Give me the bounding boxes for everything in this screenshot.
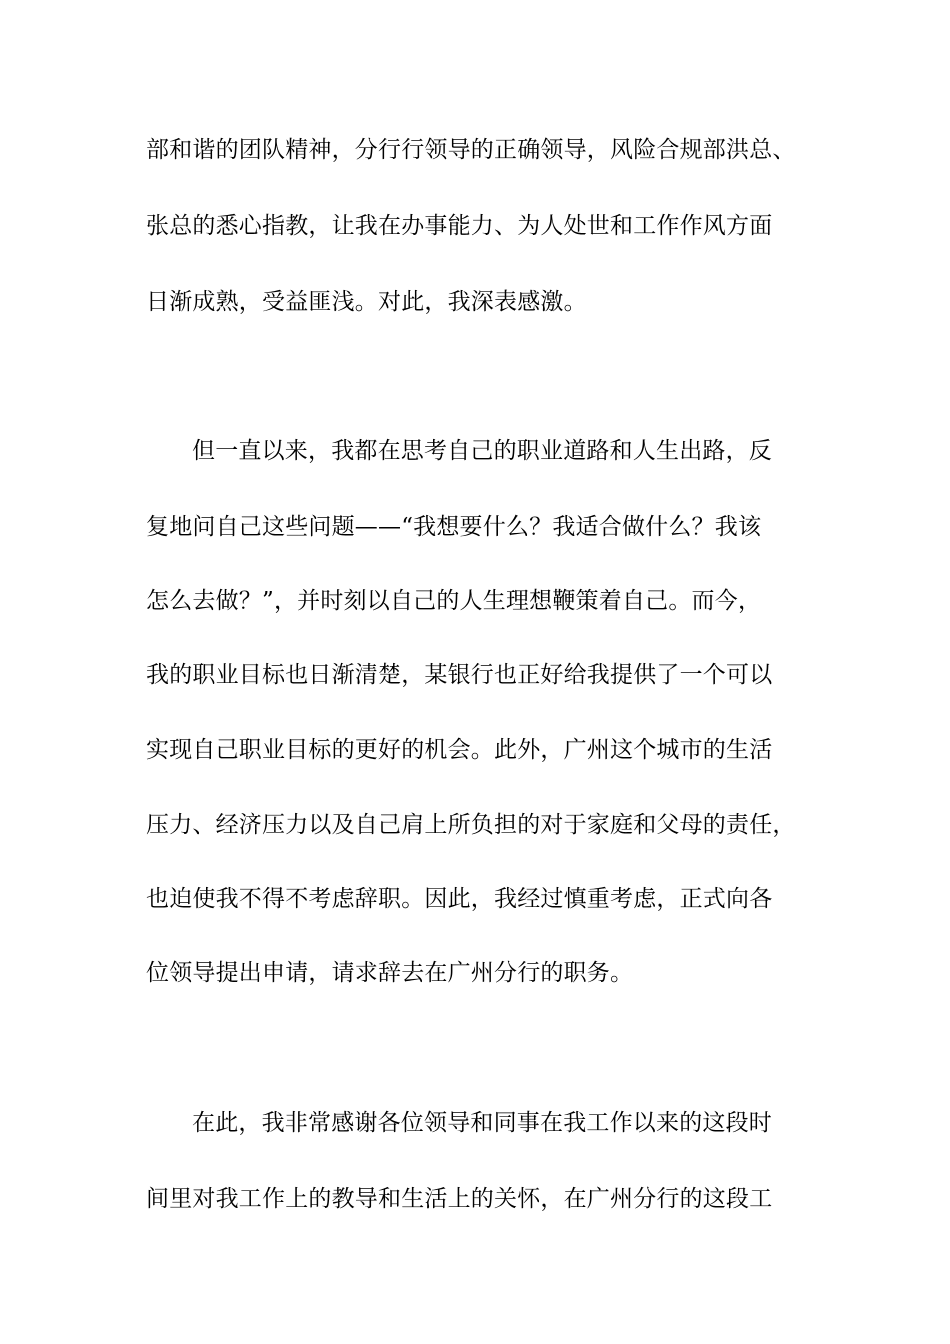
paragraph-3-line-2: 间里对我工作上的教导和生活上的关怀，在广州分行的这段工: [146, 1186, 773, 1212]
paragraph-3-line-1: 在此，我非常感谢各位领导和同事在我工作以来的这段时: [192, 1110, 772, 1136]
paragraph-2-line-5: 实现自己职业目标的更好的机会。此外，广州这个城市的生活: [146, 737, 773, 763]
paragraph-1-line-3: 日渐成熟，受益匪浅。对此，我深表感激。: [146, 289, 587, 315]
paragraph-2-line-1: 但一直以来，我都在思考自己的职业道路和人生出路，反: [192, 438, 772, 464]
paragraph-1-line-2: 张总的悉心指教，让我在办事能力、为人处世和工作作风方面: [146, 213, 773, 239]
paragraph-2-line-4: 我的职业目标也日渐清楚，某银行也正好给我提供了一个可以: [146, 662, 773, 688]
paragraph-2-line-8: 位领导提出申请，请求辞去在广州分行的职务。: [146, 960, 634, 986]
paragraph-1-line-1: 部和谐的团队精神，分行行领导的正确领导，风险合规部洪总、: [146, 137, 796, 163]
paragraph-2-line-3: 怎么去做？”，并时刻以自己的人生理想鞭策着自己。而今，: [146, 588, 762, 614]
paragraph-2-line-7: 也迫使我不得不考虑辞职。因此，我经过慎重考虑，正式向各: [146, 886, 773, 912]
paragraph-2-line-2: 复地问自己这些问题——“我想要什么？我适合做什么？我该: [146, 514, 762, 540]
paragraph-2-line-6: 压力、经济压力以及自己肩上所负担的对于家庭和父母的责任，: [146, 812, 796, 838]
